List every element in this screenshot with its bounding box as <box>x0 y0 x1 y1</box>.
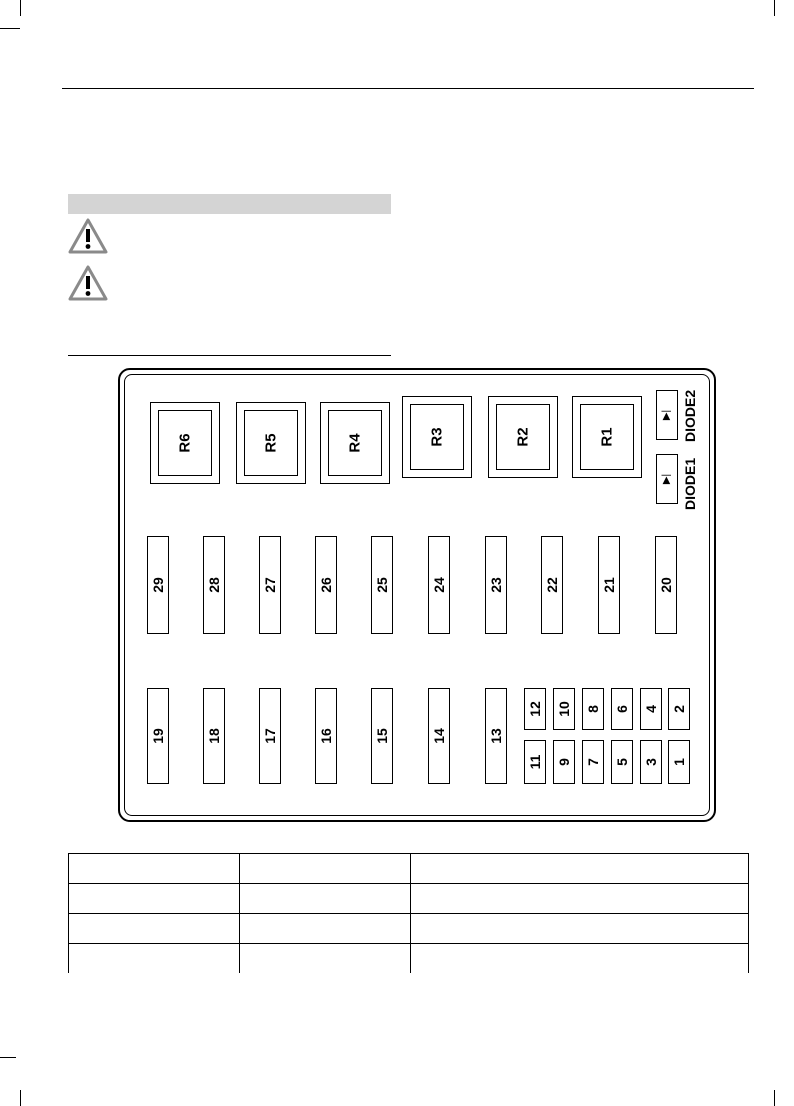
fuse-slot <box>485 688 507 784</box>
fuse-slot <box>259 536 281 634</box>
fuse-slot <box>553 688 575 730</box>
fuse-label: 9 <box>556 758 572 766</box>
fuse-slot <box>259 688 281 784</box>
table-column-rule <box>748 853 749 973</box>
crop-mark <box>20 0 21 16</box>
fuse-slot <box>203 688 225 784</box>
warning-triangle-icon <box>68 265 108 301</box>
fuse-slot <box>541 536 563 634</box>
crop-mark <box>0 28 20 29</box>
fuse-slot <box>582 740 604 784</box>
fuse-label: 3 <box>643 758 659 766</box>
fuse-label: 25 <box>374 577 390 593</box>
relay-r1 <box>572 396 642 478</box>
table-rule <box>68 913 749 914</box>
fuse-label: 8 <box>585 705 601 713</box>
section-rule <box>68 355 391 356</box>
fuse-label: 7 <box>585 758 601 766</box>
fuse-label: 28 <box>206 577 222 593</box>
fuse-label: 21 <box>601 577 617 593</box>
fuse-label: 17 <box>262 728 278 744</box>
fuse-label: 1 <box>671 758 687 766</box>
fuse-label: 6 <box>614 705 630 713</box>
fuse-label: 5 <box>614 758 630 766</box>
crop-mark <box>20 1090 21 1106</box>
relay-r2 <box>488 396 558 478</box>
fuse-slot <box>147 536 169 634</box>
fuse-label: 13 <box>488 728 504 744</box>
fuse-slot <box>428 688 450 784</box>
relay-label: R4 <box>346 433 364 453</box>
relay-label: R3 <box>428 427 446 447</box>
fuse-box-diagram <box>118 368 716 822</box>
table-rule <box>68 883 749 884</box>
fuse-label: 23 <box>488 577 504 593</box>
fuse-label: 2 <box>671 705 687 713</box>
relay-label: R6 <box>176 433 194 453</box>
relay-label: R1 <box>598 427 616 447</box>
relay-label: R5 <box>262 433 280 453</box>
fuse-slot <box>640 740 662 784</box>
fuse-slot <box>553 740 575 784</box>
crop-mark <box>774 0 775 16</box>
fuse-slot <box>315 688 337 784</box>
fuse-label: 11 <box>527 754 543 770</box>
fuse-label: 14 <box>431 728 447 744</box>
diode-2-label: DIODE2 <box>682 389 698 442</box>
relay-r4 <box>320 402 390 484</box>
fuse-label: 20 <box>658 577 674 593</box>
relay-r5-inner <box>244 410 298 476</box>
fuse-label: 26 <box>318 577 334 593</box>
table-column-rule <box>410 853 411 973</box>
relay-r4-inner <box>328 410 382 476</box>
fuse-label: 18 <box>206 728 222 744</box>
relay-r3-inner <box>410 404 464 470</box>
table-column-rule <box>239 853 240 973</box>
diode-1-label: DIODE1 <box>682 457 698 510</box>
table-rule <box>68 853 749 854</box>
crop-mark <box>0 1057 16 1058</box>
relay-r6 <box>150 402 220 484</box>
relay-r5 <box>236 402 306 484</box>
warning-triangle-icon <box>68 218 108 254</box>
fuse-slot <box>315 536 337 634</box>
fuse-label: 12 <box>527 701 543 717</box>
table-rule <box>68 943 749 944</box>
relay-r1-inner <box>580 404 634 470</box>
fuse-slot <box>598 536 620 634</box>
fuse-slot <box>668 740 690 784</box>
diode-2 <box>656 390 678 440</box>
fuse-slot <box>611 740 633 784</box>
fuse-label: 24 <box>431 577 447 593</box>
relay-r6-inner <box>158 410 212 476</box>
crop-mark <box>774 1090 775 1106</box>
fuse-label: 4 <box>643 705 659 713</box>
diode-1 <box>656 454 678 504</box>
fuse-slot <box>524 740 546 784</box>
fuse-slot <box>371 536 393 634</box>
fuse-slot <box>485 536 507 634</box>
fuse-slot <box>524 688 546 730</box>
fuse-slot <box>655 536 677 634</box>
fuse-label: 10 <box>556 701 572 717</box>
fuse-slot <box>371 688 393 784</box>
fuse-slot <box>611 688 633 730</box>
relay-r3 <box>402 396 472 478</box>
fuse-slot <box>582 688 604 730</box>
fuse-label: 22 <box>544 577 560 593</box>
fuse-slot <box>428 536 450 634</box>
diode-symbol-icon: ▶| <box>661 473 672 485</box>
fuse-label: 16 <box>318 728 334 744</box>
fuse-slot <box>668 688 690 730</box>
fuse-slot <box>640 688 662 730</box>
section-heading-bar <box>68 194 391 214</box>
fuse-label: 29 <box>150 577 166 593</box>
relay-r2-inner <box>496 404 550 470</box>
fuse-slot <box>147 688 169 784</box>
table-column-rule <box>68 853 69 973</box>
diode-symbol-icon: ▶| <box>661 409 672 421</box>
fuse-label: 19 <box>150 728 166 744</box>
fuse-label: 15 <box>374 728 390 744</box>
fuse-slot <box>203 536 225 634</box>
header-rule <box>62 88 754 89</box>
fuse-label: 27 <box>262 577 278 593</box>
relay-label: R2 <box>514 427 532 447</box>
